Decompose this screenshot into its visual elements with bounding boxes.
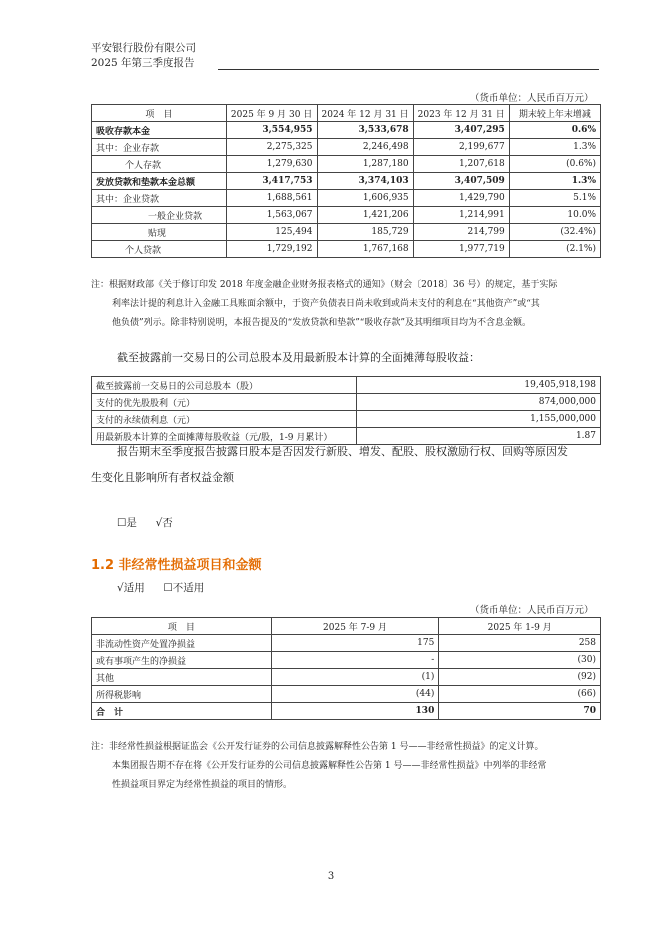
cell-value: 3,374,103 [317, 173, 413, 190]
cell-value: 1.3% [509, 139, 600, 156]
applicability-options [117, 580, 204, 595]
cell-value: (30) [439, 652, 601, 669]
question-line: 生变化且影响所有者权益金额 [91, 471, 234, 484]
cell-value: 0.6% [509, 122, 600, 139]
table-row [92, 394, 601, 411]
note-line: 他负债”列示。除非特别说明，本报告提及的“发放贷款和垫款”“吸收存款”及其明细项目均为不含息金额。 [112, 318, 532, 328]
row-label: 发放贷款和垫款本金总额 [92, 173, 227, 190]
cell-value: 1,606,935 [317, 190, 413, 207]
cell-value: 5.1% [509, 190, 600, 207]
cell-value: 1,155,000,000 [356, 411, 600, 428]
cell-value: 2,246,498 [317, 139, 413, 156]
row-label: 或有事项产生的净损益 [92, 652, 272, 669]
row-label: 支付的优先股股利（元） [92, 394, 357, 411]
cell-value: 3,407,509 [413, 173, 509, 190]
table-row [92, 686, 601, 703]
column-header: 项 目 [92, 105, 227, 122]
column-header: 2025 年 9 月 30 日 [226, 105, 317, 122]
row-label: 支付的永续债利息（元） [92, 411, 357, 428]
cell-value: (66) [439, 686, 601, 703]
option-apply-checkbox[interactable]: √适用 [117, 582, 145, 594]
column-header: 2023 年 12 月 31 日 [413, 105, 509, 122]
cell-value: 2,275,325 [226, 139, 317, 156]
cell-value: 1,214,991 [413, 207, 509, 224]
row-label: 非流动性资产处置净损益 [92, 635, 272, 652]
table-row [92, 377, 601, 394]
row-label: 吸收存款本金 [92, 122, 227, 139]
share-change-options [117, 515, 173, 530]
option-no-checkbox[interactable]: √否 [155, 517, 173, 529]
table-row [92, 652, 601, 669]
cell-value: 1,287,180 [317, 156, 413, 173]
column-header: 期末较上年末增减 [509, 105, 600, 122]
cell-value: 1,729,192 [226, 241, 317, 258]
page-header [91, 41, 196, 71]
table3-unit: （货币单位：人民币百万元） [470, 605, 594, 616]
table-row [92, 635, 601, 652]
row-label: 截至披露前一交易日的公司总股本（股） [92, 377, 357, 394]
cell-value: 1,279,630 [226, 156, 317, 173]
row-label: 其他 [92, 669, 272, 686]
column-header: 项 目 [92, 618, 272, 635]
cell-value: (92) [439, 669, 601, 686]
table-row [92, 122, 601, 139]
cell-value: 1,767,168 [317, 241, 413, 258]
cell-value: 175 [271, 635, 439, 652]
note-line: 本集团报告期不存在将《公开发行证券的公司信息披露解释性公告第 1 号——非经常性损益》中列举的非经常 [112, 761, 547, 771]
non-recurring-table [91, 617, 601, 720]
eps-intro: 截至披露前一交易日的公司总股本及用最新股本计算的全面摊薄每股收益： [117, 351, 480, 364]
cell-value: 1,429,790 [413, 190, 509, 207]
cell-value: 70 [439, 703, 601, 720]
cell-value: 3,554,955 [226, 122, 317, 139]
cell-value: 3,533,678 [317, 122, 413, 139]
row-label: 一般企业贷款 [92, 207, 227, 224]
table-header-row [92, 618, 601, 635]
column-header: 2025 年 1-9 月 [439, 618, 601, 635]
table-row [92, 190, 601, 207]
cell-value: (32.4%) [509, 224, 600, 241]
section-title: 1.2 非经常性损益项目和金额 [91, 558, 262, 573]
table1-unit: （货币单位：人民币百万元） [470, 93, 594, 104]
cell-value: 3,417,753 [226, 173, 317, 190]
header-rule [218, 69, 599, 70]
deposits-loans-table [91, 104, 601, 258]
option-yes-checkbox[interactable]: ☐是 [117, 517, 137, 529]
table-row [92, 207, 601, 224]
table3-note [91, 738, 546, 795]
table-row [92, 173, 601, 190]
share-change-question-cont [91, 465, 234, 491]
cell-value: 1.3% [509, 173, 600, 190]
table1-note [91, 276, 557, 333]
note-line: 性损益项目界定为经常性损益的项目的情形。 [112, 780, 293, 790]
note-line: 注：根据财政部《关于修订印发 2018 年度金融企业财务报表格式的通知》（财会〔2018〕36 号）的规定，基于实际 [91, 280, 558, 290]
table-row [92, 411, 601, 428]
row-label: 所得税影响 [92, 686, 272, 703]
cell-value: 1,688,561 [226, 190, 317, 207]
table-row [92, 139, 601, 156]
cell-value: 3,407,295 [413, 122, 509, 139]
cell-value: (1) [271, 669, 439, 686]
cell-value: (2.1%) [509, 241, 600, 258]
note-line: 利率法计提的利息计入金融工具账面余额中，于资产负债表日尚未收到或尚未支付的利息在“其他资产”或“其 [112, 299, 540, 309]
page-number: 3 [327, 871, 335, 882]
column-header: 2025 年 7-9 月 [271, 618, 439, 635]
cell-value: 185,729 [317, 224, 413, 241]
note-line: 注：非经常性损益根据证监会《公开发行证券的公司信息披露解释性公告第 1 号——非经常性损益》的定义计算。 [91, 742, 544, 752]
question-line: 报告期末至季度报告披露日股本是否因发行新股、增发、配股、股权激励行权、回购等原因发 [117, 445, 568, 458]
cell-value: 1,421,206 [317, 207, 413, 224]
row-label: 个人贷款 [92, 241, 227, 258]
table-row [92, 703, 601, 720]
row-label: 合 计 [92, 703, 272, 720]
share-change-question [117, 439, 568, 465]
cell-value: 130 [271, 703, 439, 720]
row-label: 用最新股本计算的全面摊薄每股收益（元/股，1-9 月累计） [92, 428, 357, 445]
cell-value: (0.6%) [509, 156, 600, 173]
cell-value: 1,977,719 [413, 241, 509, 258]
share-capital-table [91, 376, 601, 445]
row-label: 其中：企业贷款 [92, 190, 227, 207]
cell-value: (44) [271, 686, 439, 703]
cell-value: 258 [439, 635, 601, 652]
table-row [92, 156, 601, 173]
cell-value: 1,563,067 [226, 207, 317, 224]
column-header: 2024 年 12 月 31 日 [317, 105, 413, 122]
cell-value: 874,000,000 [356, 394, 600, 411]
cell-value: 125,494 [226, 224, 317, 241]
row-label: 其中：企业存款 [92, 139, 227, 156]
cell-value: 2,199,677 [413, 139, 509, 156]
cell-value: 1.87 [356, 428, 600, 445]
table-row [92, 669, 601, 686]
row-label: 贴现 [92, 224, 227, 241]
report-title: 2025 年第三季度报告 [91, 57, 195, 69]
row-label: 个人存款 [92, 156, 227, 173]
table-row [92, 224, 601, 241]
cell-value: 1,207,618 [413, 156, 509, 173]
cell-value: 10.0% [509, 207, 600, 224]
company-name: 平安银行股份有限公司 [91, 42, 196, 54]
cell-value: 19,405,918,198 [356, 377, 600, 394]
table-header-row [92, 105, 601, 122]
cell-value: 214,799 [413, 224, 509, 241]
cell-value: - [271, 652, 439, 669]
table-row [92, 241, 601, 258]
option-na-checkbox[interactable]: ☐不适用 [163, 582, 205, 594]
